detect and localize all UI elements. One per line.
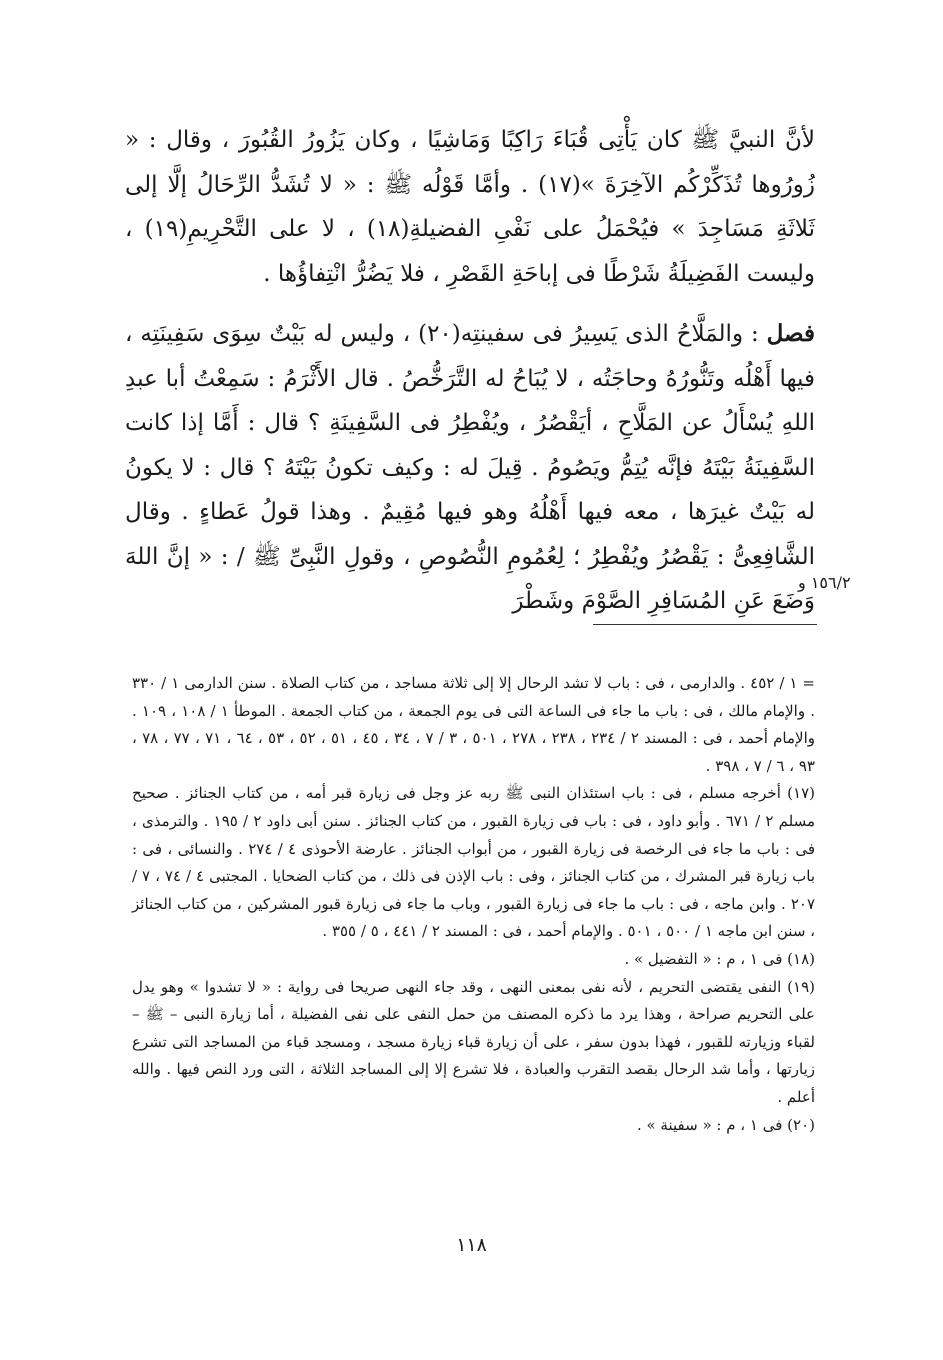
- paragraph-1: [125, 118, 815, 296]
- paragraph-2-lead: فصل: [766, 320, 815, 347]
- footnotes: [132, 670, 815, 1139]
- footnote-17: (١٧) أخرجه مسلم ، فى : باب استئذان النبى ﷺ ربه عز وجل فى زيارة قبر أمه ، من كتاب الجنائز . صحيح مسلم ٢ / ٦٧١ . وأبو داود ، فى : باب فى زيارة القبور ، من كتاب الجنائز . سنن أبى داود ٢ / ١٩٥ . والترمذى ، فى : باب ما جاء فى الرخصة فى زيارة القبور ، من أبواب الجنائز . عارضة الأحوذى ٤ / ٢٧٤ . والنسائى ، فى : باب زيارة قبر المشرك ، من كتاب الجنائز ، وفى : باب الإذن فى ذلك ، من كتاب الضحايا . المجتبى ٤ / ٧٤ ، ٧ / ٢٠٧ . وابن ماجه ، فى : باب ما جاء فى زيارة القبور ، وباب ما جاء فى زيارة قبور المشركين ، من كتاب الجنائز ، سنن ابن ماجه ١ / ٥٠٠ ، ٥٠١ . والإمام أحمد ، فى : المسند ٢ / ٤٤١ ، ٥ / ٣٥٥ .: [132, 784, 816, 941]
- main-text: [125, 118, 815, 624]
- footnote-divider: [593, 624, 817, 625]
- footnote-20: (٢٠) فى ١ ، م : « سفينة » .: [636, 1115, 815, 1134]
- paragraph-2: [125, 312, 815, 624]
- paragraph-1-text: لأنَّ النبيَّ ﷺ كان يَأْتِى قُبَاءَ رَاكِبًا وَمَاشِيًا ، وكان يَزُورُ القُبُورَ ، وقال : « زُورُوها تُذَكِّرْكُم الآخِرَةَ »(١٧) . وأمَّا قَوْلُه ﷺ : « لا تُشَدُّ الرِّحَالُ إلَّا إلى ثَلاثَةِ مَسَاجِدَ » فيُحْمَلُ على نَفْىِ الفضيلةِ(١٨) ، لا على التَّحْرِيمِ(١٩) ، وليست الفَضِيلَةُ شَرْطًا فى إباحَةِ القَصْرِ ، فلا يَضُرُّ انْتِفاؤُها .: [125, 127, 815, 287]
- footnote-continuation: = ١ / ٤٥٢ . والدارمى ، فى : باب لا تشد الرحال إلا إلى ثلاثة مساجد ، من كتاب الصلاة . سنن الدارمى ١ / ٣٣٠ . والإمام مالك ، فى : باب ما جاء فى الساعة التى فى يوم الجمعة ، من كتاب الجمعة . الموطأ ١ / ١٠٨ ، ١٠٩ . والإمام أحمد ، فى : المسند ٢ / ٢٣٤ ، ٢٣٨ ، ٢٧٨ ، ٥٠١ ، ٣ / ٧ ، ٣٤ ، ٤٥ ، ٥١ ، ٥٢ ، ٥٣ ، ٦٤ ، ٧١ ، ٧٧ ، ٧٨ ، ٩٣ ، ٦ / ٧ ، ٣٩٨ .: [132, 674, 816, 775]
- page-number: ١١٨: [456, 1234, 487, 1256]
- footnote-19: (١٩) النفى يقتضى التحريم ، لأنه نفى بمعنى النهى ، وقد جاء النهى صريحا فى رواية : « لا تشدوا » وهو يدل على التحريم صراحة ، وهذا يرد ما ذكره المصنف من حمل النفى على نفى الفضيلة ، أما زيارة النبى – ﷺ – لقباء وزيارته للقبور ، فهذا بدون سفر ، على أن زيارة قباء زيارة مسجد ، ومسجد قباء من المساجد التى تشرع زيارتها ، وأما شد الرحال بقصد التقرب والعبادة ، فلا تشرع إلا إلى المساجد الثلاثة ، التى ورد النص فيها . والله أعلم .: [132, 977, 815, 1106]
- margin-folio-note: ١٥٦/٢ و: [798, 573, 851, 592]
- footnote-18: (١٨) فى ١ ، م : « التفضيل » .: [624, 949, 815, 968]
- paragraph-2-text: : والمَلَّاحُ الذى يَسِيرُ فى سفينتِه(٢٠) ، وليس له بَيْتٌ سِوَى سَفِينَتِه ، فيها أَهْلُه وتَنُّورُهُ وحاجَتُه ، لا يُبَاحُ له التَّرَخُّصُ . قال الأَثْرَمُ : سَمِعْتُ أبا عبدِ اللهِ يُسْأَلُ عن المَلَّاحِ ، أيَقْصُرُ ، ويُفْطِرُ فى السَّفِينَةِ ؟ قال : أَمَّا إذا كانت السَّفِينَةُ بَيْتَهُ فإنَّه يُتِمُّ ويَصُومُ . قِيلَ له : وكيف تكونُ بَيْتَهُ ؟ قال : لا يكونُ له بَيْتٌ غيرَها ، معه فيها أَهْلُهُ وهو فيها مُقِيمٌ . وهذا قولُ عَطاءٍ . وقال الشَّافِعِىُّ : يَقْصُرُ ويُفْطِرُ ؛ لِعُمُومِ النُّصُوصِ ، وقولِ النَّبِىِّ ﷺ / : « إنَّ اللهَ وَضَعَ عَنِ المُسَافِرِ الصَّوْمَ وشَطْرَ: [125, 321, 815, 614]
